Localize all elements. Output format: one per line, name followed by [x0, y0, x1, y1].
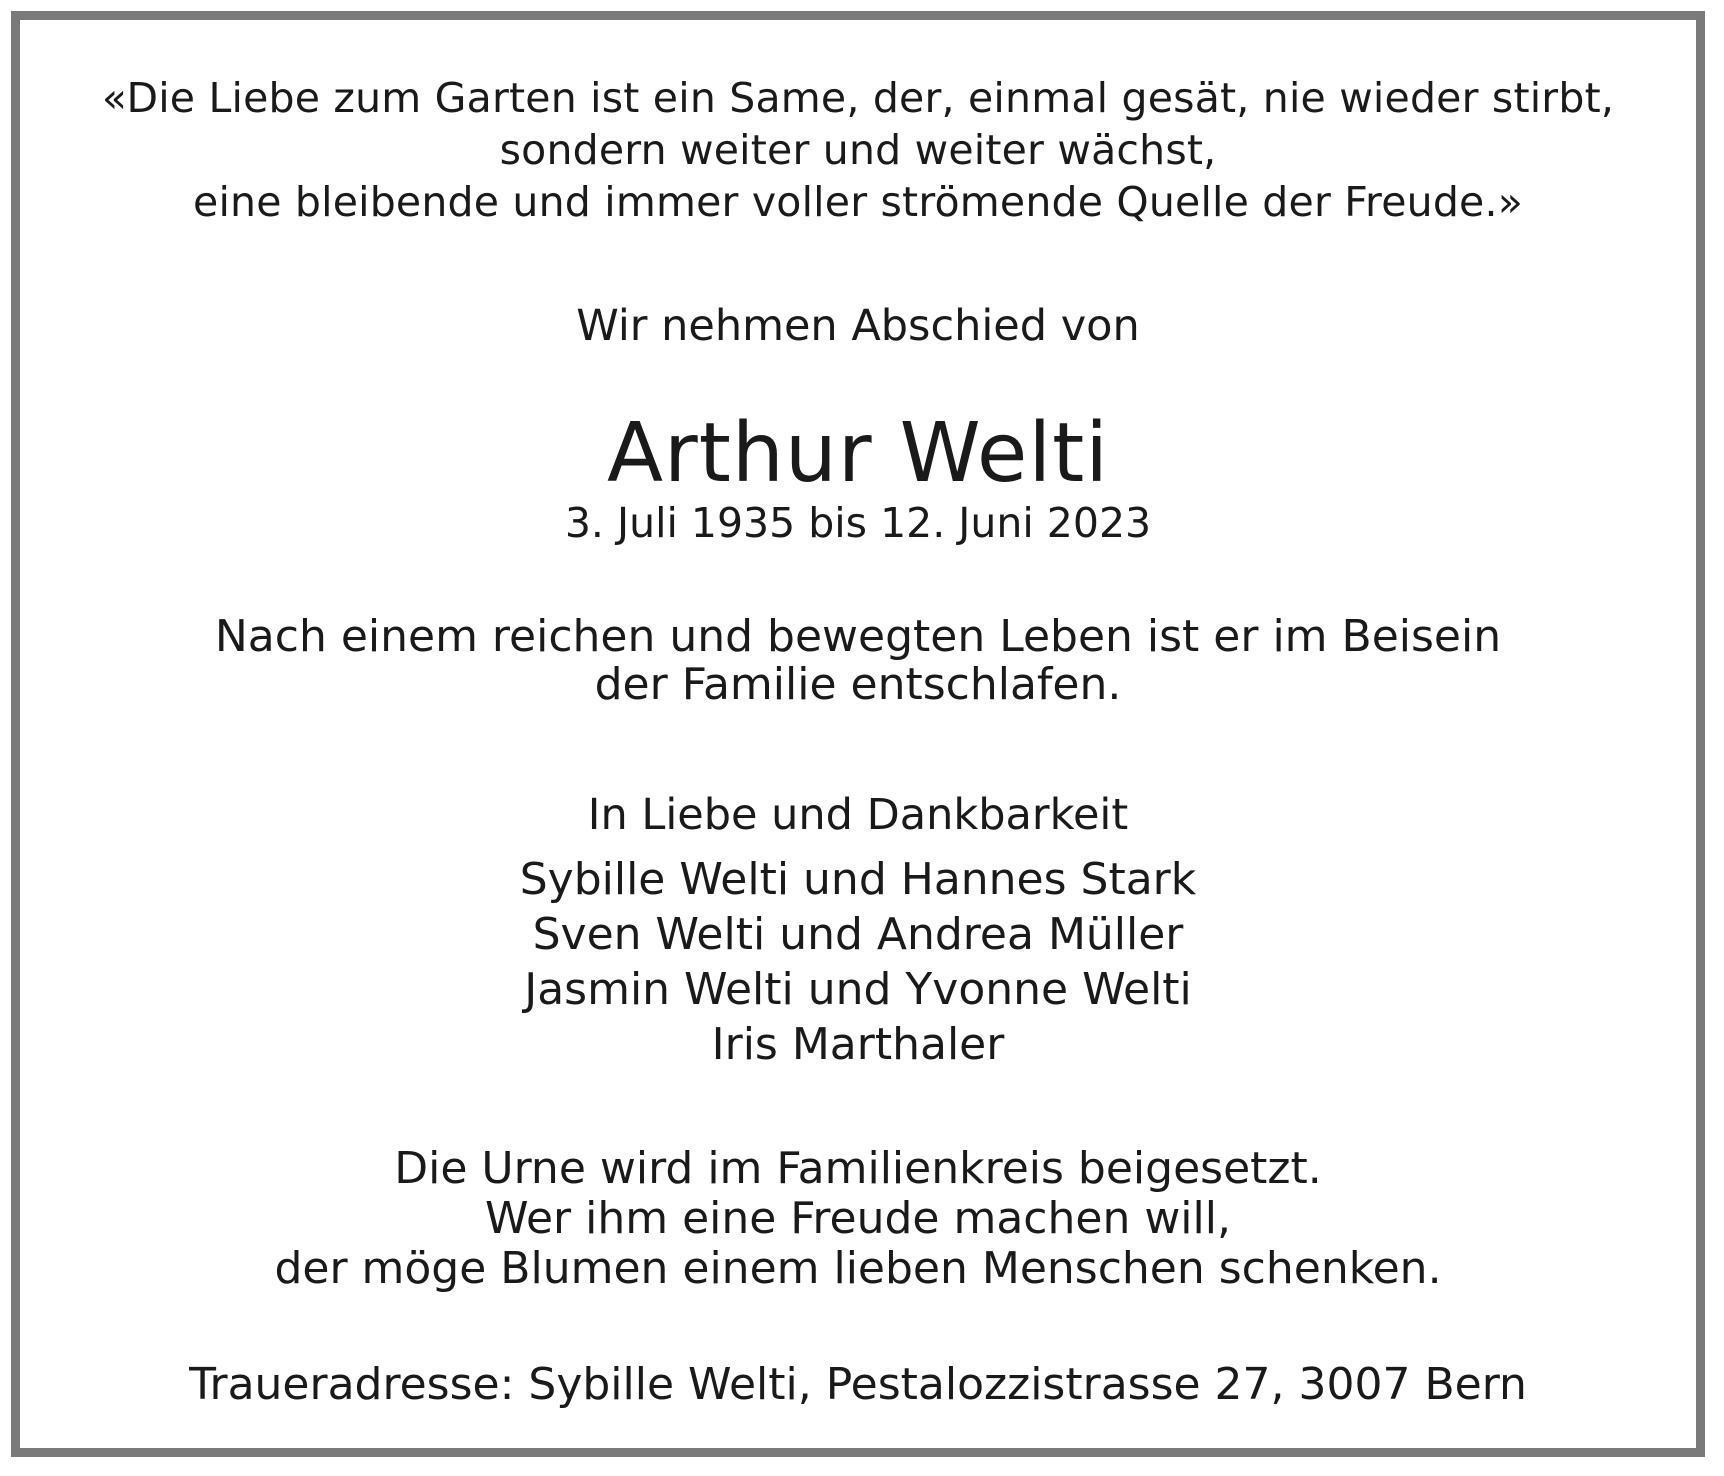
farewell-intro: Wir nehmen Abschied von	[576, 301, 1140, 351]
life-dates: 3. Juli 1935 bis 12. Juni 2023	[564, 499, 1152, 547]
notice-line-3: der möge Blumen einem lieben Menschen schenken.	[274, 1243, 1442, 1294]
mourner-2: Sven Welti und Andrea Müller	[532, 909, 1184, 960]
mourner-4: Iris Marthaler	[711, 1019, 1005, 1070]
message-line-2: der Familie entschlafen.	[594, 659, 1122, 710]
message-line-1: Nach einem reichen und bewegten Leben ist er im Beisein	[214, 611, 1502, 662]
mourner-3: Jasmin Welti und Yvonne Welti	[524, 964, 1192, 1015]
notice-line-2: Wer ihm eine Freude machen will,	[485, 1193, 1231, 1244]
notice-line-1: Die Urne wird im Familienkreis beigesetzt.	[394, 1143, 1322, 1194]
mourner-1: Sybille Welti und Hannes Stark	[519, 854, 1197, 905]
quote-line-1: «Die Liebe zum Garten ist ein Same, der, einmal gesät, nie wieder stirbt,	[101, 74, 1615, 122]
obituary-content	[20, 20, 1696, 1448]
mourners-lead: In Liebe und Dankbarkeit	[587, 790, 1129, 840]
deceased-name: Arthur Welti	[606, 406, 1110, 501]
quote-line-2: sondern weiter und weiter wächst,	[499, 126, 1217, 174]
obituary-frame	[11, 11, 1705, 1457]
mourning-address: Traueradresse: Sybille Welti, Pestalozzistrasse 27, 3007 Bern	[189, 1359, 1527, 1410]
quote-line-3: eine bleibende und immer voller strömende Quelle der Freude.»	[193, 178, 1523, 226]
